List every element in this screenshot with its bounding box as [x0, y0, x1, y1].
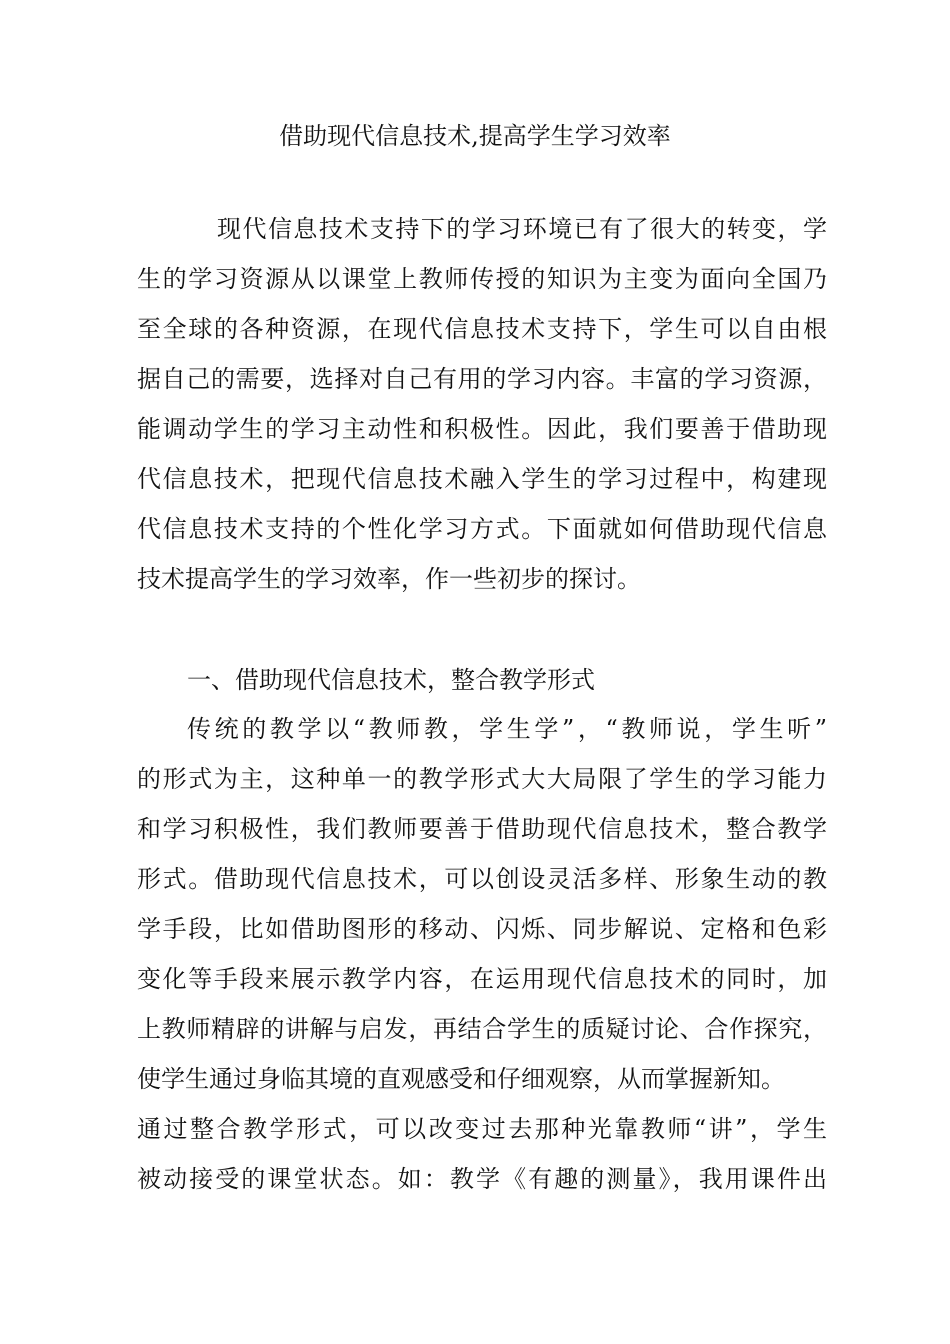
paragraph-line: 的形式为主，这种单一的教学形式大大局限了学生的学习能力 [137, 765, 827, 793]
paragraph-line: 形式。借助现代信息技术，可以创设灵活多样、形象生动的教 [137, 865, 827, 893]
paragraph-line: 学手段，比如借助图形的移动、闪烁、同步解说、定格和色彩 [137, 915, 827, 943]
paragraph-line: 通过整合教学形式，可以改变过去那种光靠教师“讲”，学生 [137, 1115, 827, 1143]
paragraph-line: 现代信息技术支持下的学习环境已有了很大的转变，学 [217, 215, 827, 243]
paragraph-line: 能调动学生的学习主动性和积极性。因此，我们要善于借助现 [137, 415, 827, 443]
paragraph-line: 被动接受的课堂状态。如：教学《有趣的测量》，我用课件出 [137, 1165, 827, 1193]
paragraph-line: 至全球的各种资源，在现代信息技术支持下，学生可以自由根 [137, 315, 827, 343]
paragraph-line: 生的学习资源从以课堂上教师传授的知识为主变为面向全国乃 [137, 265, 827, 293]
paragraph-line: 代信息技术，把现代信息技术融入学生的学习过程中，构建现 [137, 465, 827, 493]
paragraph-line: 据自己的需要，选择对自己有用的学习内容。丰富的学习资源， [137, 365, 827, 393]
paragraph-line: 上教师精辟的讲解与启发，再结合学生的质疑讨论、合作探究， [137, 1015, 827, 1043]
paragraph-line: 变化等手段来展示教学内容，在运用现代信息技术的同时，加 [137, 965, 827, 993]
paragraph-line: 和学习积极性，我们教师要善于借助现代信息技术，整合教学 [137, 815, 827, 843]
paragraph-line: 使学生通过身临其境的直观感受和仔细观察，从而掌握新知。 [137, 1065, 785, 1093]
paragraph-line: 传统的教学以“教师教，学生学”，“教师说，学生听” [187, 715, 827, 743]
paragraph-line: 技术提高学生的学习效率，作一些初步的探讨。 [137, 565, 641, 593]
section-heading: 一、借助现代信息技术，整合教学形式 [187, 666, 595, 694]
document-title: 借助现代信息技术,提高学生学习效率 [279, 122, 671, 150]
paragraph-line: 代信息技术支持的个性化学习方式。下面就如何借助现代信息 [137, 515, 827, 543]
